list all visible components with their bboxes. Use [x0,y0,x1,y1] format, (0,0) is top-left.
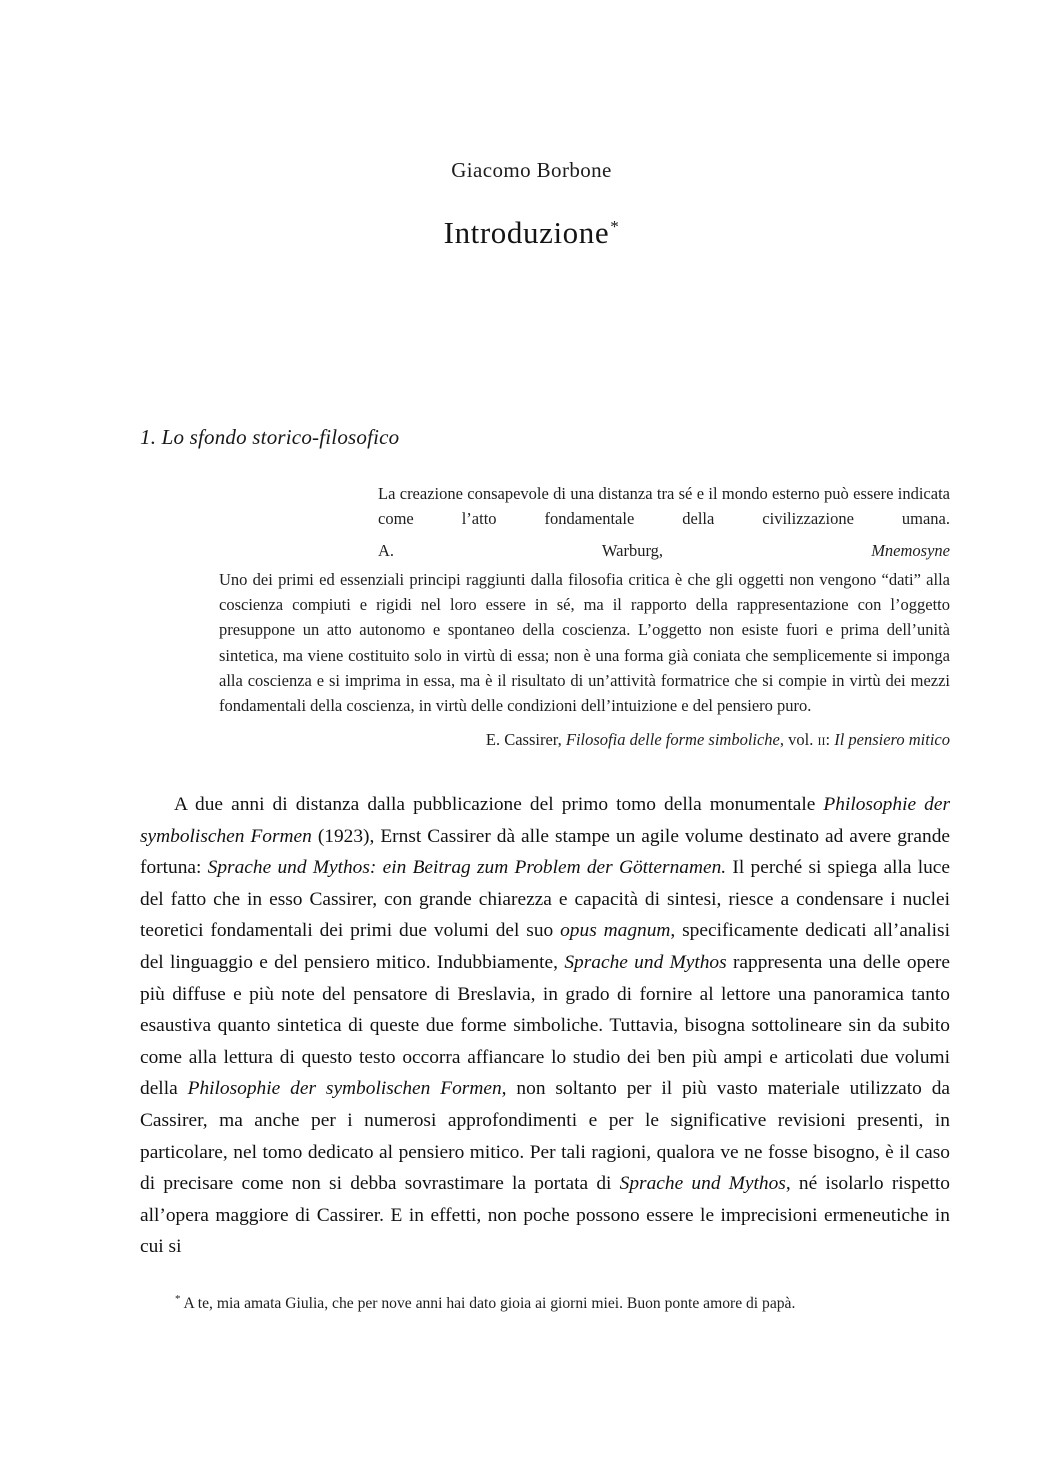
book-title-sprache: Sprache und Mythos [564,951,727,973]
attribution-volume-number: ii [817,730,826,750]
attribution-volume-label: , vol. [779,730,818,750]
epigraph-cassirer-text: Uno dei primi ed essenziali principi raggiunti dalla filosofia critica è che gli oggetti non vengono “dati” alla coscienza compiuti e rigidi nel loro essere in sé, ma il rapporto della rappresentazione con l’oggetto presuppone un atto autonomo e spontaneo della coscienza. L’oggetto non esiste fuori e prima dell’unità sintetica, ma viene costituito solo in virtù di essa; non è una forma già coniata che semplicemente si imponga alla coscienza e si imprima in essa, ma è il risultato di un’attività formatrice che si compie in virtù dei mezzi fondamentali della coscienza, in virtù delle condizioni dell’intuizione e del pensiero puro. [219,570,950,716]
title-footnote-marker: * [610,216,620,236]
book-title-sprache-2: Sprache und Mythos [619,1173,786,1195]
author-name: Giacomo Borbone [451,158,612,182]
body-segment: (1923), Ernst Cassirer dà alle stampe un agile volume destinato ad avere grande fortuna: [140,825,950,879]
attribution-work: Mnemosyne [871,541,950,560]
body-segment: A due anni di distanza dalla pubblicazione del primo tomo della monumentale [174,794,824,815]
attribution-author: A. Warburg, [378,541,872,560]
attribution-separator: : [825,730,835,750]
body-segment: , né isolarlo rispetto all’opera maggiore di Cassirer. E in effetti, non poche possono essere le imprecisioni ermeneutiche in cui si [140,1173,950,1258]
footnote-marker: * [175,1292,181,1305]
epigraph-warburg-attribution [378,538,950,563]
epigraph-cassirer-attribution [219,727,950,752]
attribution-subtitle: Il pensiero mitico [834,730,950,750]
book-title-philosophie: Philosophie der symbolischen Formen [140,794,950,847]
body-segment: rappresenta una delle opere più diffuse e più note del pensatore di Breslavia, in grado di fornire al lettore una panoramica tanto esaustiva quanto sintetica di queste due forme simboliche. Tuttavia, bisogna sottolineare sin da subito come alla lettura di questo testo occorra affiancare lo studio dei ben più ampi e articolati due volumi della [140,951,950,1100]
phrase-opus-magnum: opus magnum [560,920,671,942]
page-title [0,215,1063,251]
footnote [175,1292,950,1315]
book-title-sprache-full: Sprache und Mythos: ein Beitrag zum Problem der Götternamen. [207,857,727,879]
epigraph-warburg [378,481,950,563]
body-segment: , specificamente dedicati all’analisi del linguaggio e del pensiero mitico. Indubbiamente, [140,920,950,973]
book-title-philosophie-2: Philosophie der symbolischen Formen [187,1078,502,1100]
page-title-text: Introduzione [443,215,610,250]
footnote-text: A te, mia amata Giulia, che per nove anni hai dato gioia ai giorni miei. Buon ponte amore di papà. [183,1295,796,1312]
epigraph-cassirer [219,567,950,752]
body-segment: , non soltanto per il più vasto materiale utilizzato da Cassirer, ma anche per i numerosi approfondimenti e per le significative revisioni presenti, in particolare, nel tomo dedicato al pensiero mitico. Per tali ragioni, qualora ve ne fosse bisogno, è il caso di precisare come non si debba sovrastimare la portata di [140,1078,950,1195]
epigraph-warburg-text: La creazione consapevole di una distanza tra sé e il mondo esterno può essere indicata come l’atto fondamentale della civilizzazione umana. [378,484,950,528]
body-paragraph [140,789,950,1263]
attribution-author: E. Cassirer, [485,730,566,750]
section-heading: 1. Lo sfondo storico-filosofico [140,425,400,449]
attribution-work: Filosofia delle forme simboliche [565,730,780,750]
body-segment: Il perché si spiega alla luce del fatto che in esso Cassirer, con grande chiarezza e capacità di sintesi, riesce a condensare i nuclei teoretici fondamentali dei primi due volumi del suo [140,857,951,942]
